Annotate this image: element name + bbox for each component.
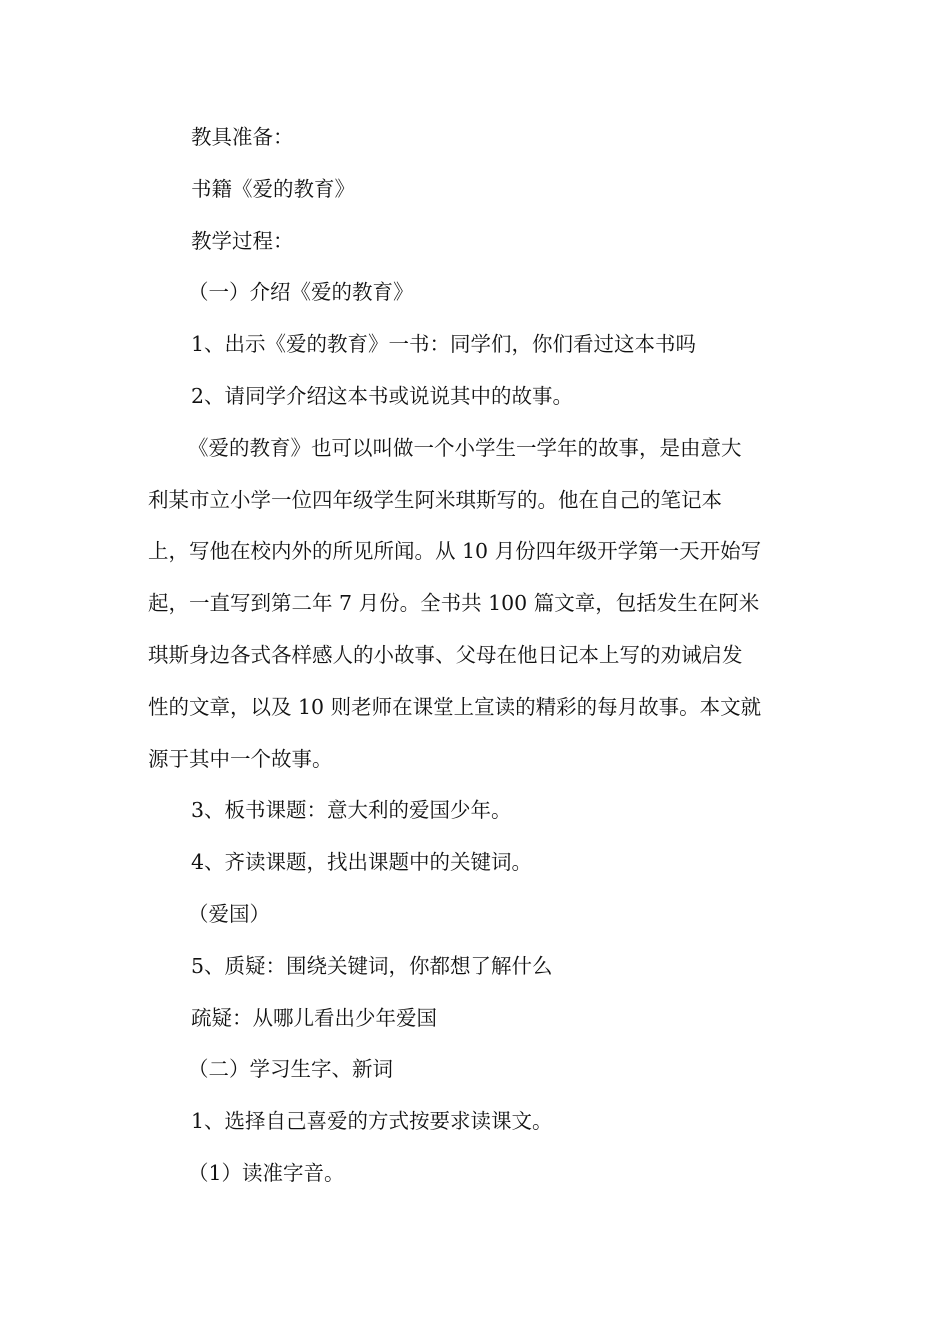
text-line: 教具准备： [191, 125, 294, 149]
document-body [148, 112, 808, 1200]
text-line: 书籍《爱的教育》 [191, 176, 355, 201]
section-heading: （二）学习生字、新词 [188, 1057, 393, 1082]
paragraph-line: 利某市立小学一位四年级学生阿米琪斯写的。他在自己的笔记本 [148, 487, 722, 512]
text-line: 1、出示《爱的教育》一书：同学们，你们看过这本书吗 [191, 332, 697, 357]
section-heading: （一）介绍《爱的教育》 [188, 280, 414, 305]
text-line: 5、质疑：围绕关键词，你都想了解什么 [191, 953, 553, 978]
paragraph-line: 性的文章，以及 10 则老师在课堂上宣读的精彩的每月故事。本文就 [148, 694, 762, 719]
paragraph-line: 上，写他在校内外的所见所闻。从 10 月份四年级开学第一天开始写 [148, 539, 762, 564]
paragraph-line: 源于其中一个故事。 [148, 746, 333, 771]
paragraph-line: 《爱的教育》也可以叫做一个小学生一学年的故事，是由意大 [188, 435, 742, 460]
text-line: 疏疑：从哪儿看出少年爱国 [191, 1005, 437, 1030]
text-line: 3、板书课题：意大利的爱国少年。 [191, 798, 512, 823]
text-line: （爱国） [188, 901, 270, 926]
text-line: 2、请同学介绍这本书或说说其中的故事。 [191, 383, 574, 408]
text-line: 教学过程： [191, 228, 294, 253]
paragraph-line: 琪斯身边各式各样感人的小故事、父母在他日记本上写的劝诫启发 [148, 642, 743, 667]
text-line: （1）读准字音。 [188, 1160, 345, 1185]
text-line: 1、选择自己喜爱的方式按要求读课文。 [191, 1109, 553, 1134]
text-line: 4、齐读课题，找出课题中的关键词。 [191, 850, 533, 875]
paragraph-line: 起，一直写到第二年 7 月份。全书共 100 篇文章，包括发生在阿米 [148, 591, 760, 616]
intro-paragraph [148, 423, 808, 786]
